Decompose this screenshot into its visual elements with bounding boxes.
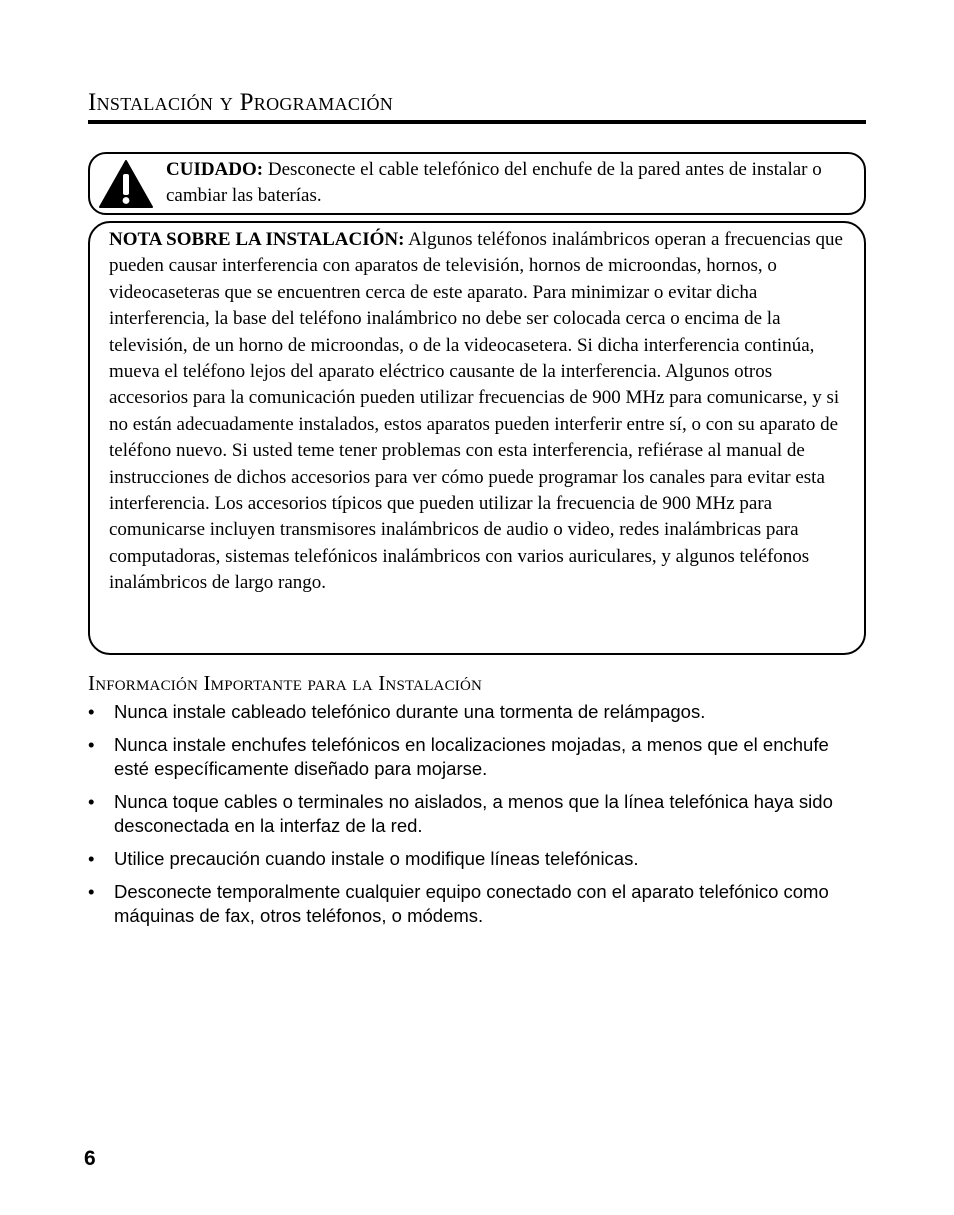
list-item <box>88 847 866 871</box>
page-title: Instalación y Programación <box>88 89 394 116</box>
warning-triangle-icon <box>98 159 154 209</box>
caution-body: Desconecte el cable telefónico del enchufe de la pared antes de instalar o cambiar las baterías. <box>166 159 822 206</box>
bullet-icon: • <box>88 791 95 812</box>
list-item-text: Nunca toque cables o terminales no aislados, a menos que la línea telefónica haya sido desconectada en la interfaz de la red. <box>114 791 833 836</box>
note-label: NOTA SOBRE LA INSTALACIÓN: <box>109 229 405 250</box>
list-item-text: Utilice precaución cuando instale o modifique líneas telefónicas. <box>114 848 639 869</box>
list-item-text: Nunca instale enchufes telefónicos en localizaciones mojadas, a menos que el enchufe esté específicamente diseñado para mojarse. <box>114 734 829 779</box>
bullet-icon: • <box>88 734 95 755</box>
list-item <box>88 790 866 838</box>
installation-note-text <box>109 227 849 597</box>
list-item <box>88 880 866 928</box>
caution-label: CUIDADO: <box>166 159 264 180</box>
list-item-text: Nunca instale cableado telefónico durante una tormenta de relámpagos. <box>114 701 706 722</box>
caution-text <box>166 157 858 209</box>
list-item-text: Desconecte temporalmente cualquier equipo conectado con el aparato telefónico como máquinas de fax, otros teléfonos, o módems. <box>114 881 829 926</box>
bullet-icon: • <box>88 701 95 722</box>
caution-box <box>88 152 866 215</box>
bullet-icon: • <box>88 881 95 902</box>
title-rule <box>88 120 866 124</box>
safety-bullet-list <box>88 700 866 937</box>
list-item <box>88 733 866 781</box>
page-number: 6 <box>84 1147 96 1170</box>
installation-note-box <box>88 221 866 655</box>
section-title: Información Importante para la Instalación <box>88 671 483 695</box>
list-item <box>88 700 866 724</box>
bullet-icon: • <box>88 848 95 869</box>
note-body: Algunos teléfonos inalámbricos operan a frecuencias que pueden causar interferencia con aparatos de televisión, hornos de microondas, hornos, o videocaseteras que se encuentren cerca de este aparato. Para minimizar o evitar dicha interferencia, la base del teléfono inalámbrico no debe ser colocada cerca o encima de la televisión, de un horno de microondas, o de la videocasetera. Si dicha interferencia continúa, mueva el teléfono lejos del aparato eléctrico causante de la interferencia. Algunos otros accesorios para la comunicación pueden utilizar frecuencias de 900 MHz para comunicarse, y si no están adecuadamente instalados, estos aparatos pueden interferir entre sí, o con su aparato de teléfono nuevo. Si usted teme tener problemas con esta interferencia, refiérase al manual de instrucciones de dichos accesorios para ver cómo puede programar los canales para evitar esta interferencia. Los accesorios típicos que pueden utilizar la frecuencia de 900 MHz para comunicarse incluyen transmisores inalámbricos de audio o video, redes inalámbricas para computadoras, sistemas telefónicos inalámbricos con varios auriculares, y algunos teléfonos inalámbricos de largo rango. <box>109 229 843 594</box>
